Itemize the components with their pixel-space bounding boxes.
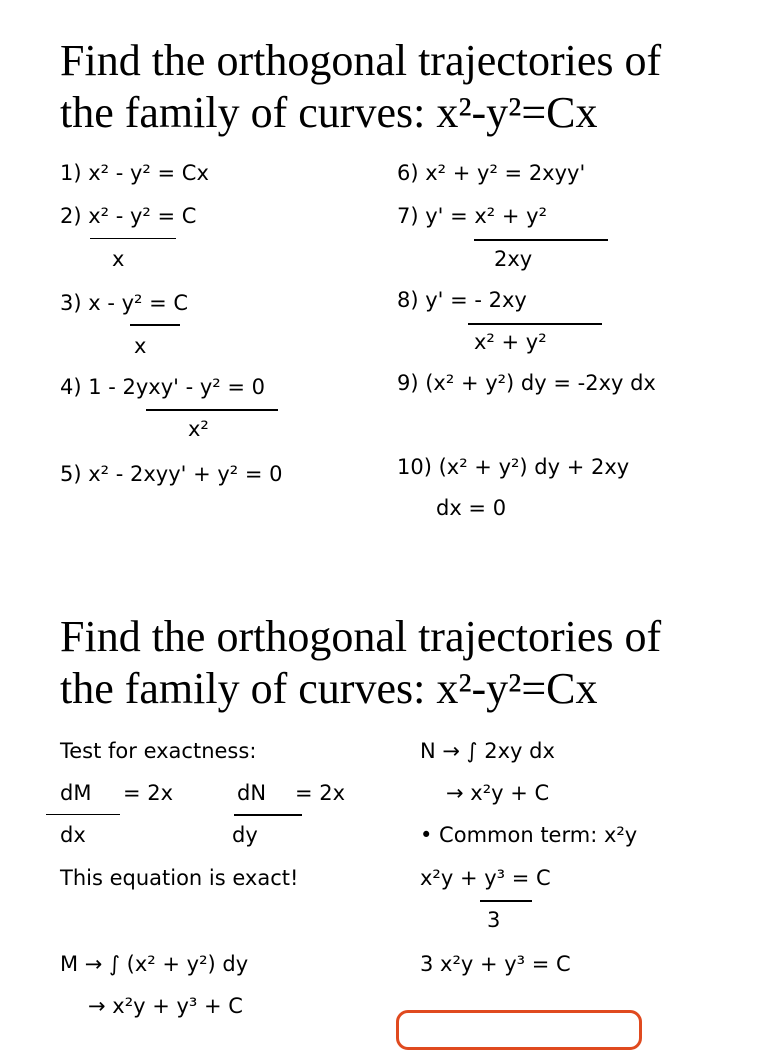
step-10-line1: 10) (x² + y²) dy + 2xy [397,455,630,479]
dn-fraction-bar [234,814,302,816]
step-7-numerator: 7) y' = x² + y² [397,204,548,228]
step-3-denominator: x [134,334,147,358]
step-4-denominator: x² [188,417,209,441]
sum-numerator: x²y + y³ = C [420,866,551,890]
common-term: • Common term: x²y [420,823,638,847]
exact-statement: This equation is exact! [60,866,299,890]
step-1: 1) x² - y² = Cx [60,161,209,185]
n-integral: N → ∫ 2xy dx [420,739,555,763]
dn-result: = 2x [295,781,346,805]
dm-fraction-bar [46,814,120,815]
step-10-line2: dx = 0 [436,496,507,520]
step-8-numerator: 8) y' = - 2xy [397,288,527,312]
step-5: 5) x² - 2xyy' + y² = 0 [60,462,283,486]
step-2-fraction-bar [90,238,176,239]
dm-numerator: dM [60,781,92,805]
step-4-numerator: 4) 1 - 2yxy' - y² = 0 [60,375,266,399]
slide1-title-line2: the family of curves: x²-y²=Cx [60,88,598,137]
dm-result: = 2x [123,781,174,805]
n-result: → x²y + C [446,781,550,805]
step-2-numerator: 2) x² - y² = C [60,204,197,228]
answer-box [396,1010,642,1050]
step-4-fraction-bar [146,409,278,411]
step-3-numerator: 3) x - y² = C [60,291,189,315]
exactness-test-label: Test for exactness: [60,739,257,763]
sum-fraction-bar [480,900,532,902]
dm-denominator: dx [60,823,86,847]
m-integral: M → ∫ (x² + y²) dy [60,952,249,976]
step-6: 6) x² + y² = 2xyy' [397,161,586,185]
sum-denominator: 3 [487,908,501,932]
dn-numerator: dN [237,781,267,805]
step-9: 9) (x² + y²) dy = -2xy dx [397,371,656,395]
slide2-title-line2: the family of curves: x²-y²=Cx [60,664,598,713]
step-3-fraction-bar [130,324,180,326]
step-7-denominator: 2xy [494,247,533,271]
step-2-denominator: x [112,247,125,271]
slide2-title-line1: Find the orthogonal trajectories of [60,612,662,661]
dn-denominator: dy [232,823,258,847]
step-7-fraction-bar [474,239,608,241]
m-result: → x²y + y³ + C [88,994,243,1018]
slide1-title-line1: Find the orthogonal trajectories of [60,36,662,85]
step-8-denominator: x² + y² [474,330,547,354]
step-8-fraction-bar [468,323,602,325]
final-equation: 3 x²y + y³ = C [420,952,571,976]
